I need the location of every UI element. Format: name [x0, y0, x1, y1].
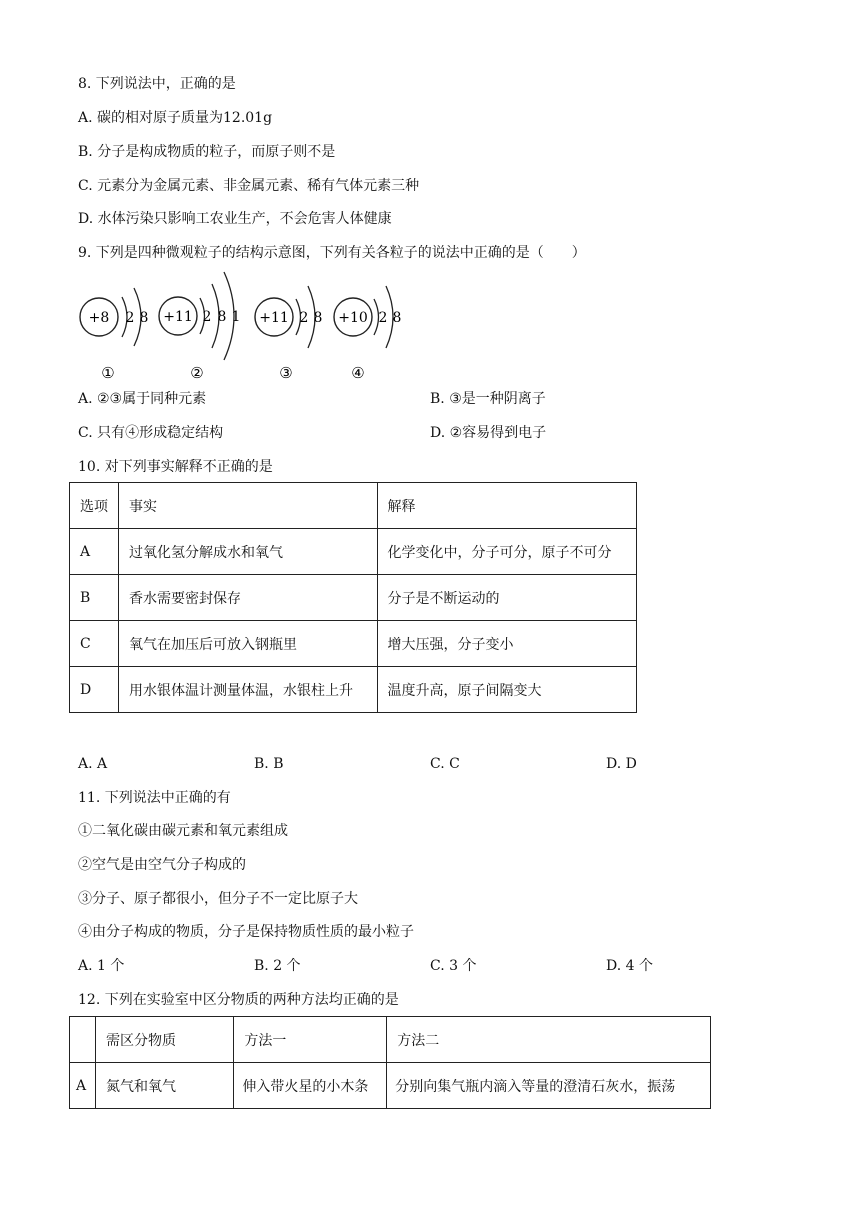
q10-option-a: A. A [78, 756, 108, 772]
q11-stem: 11. 下列说法中正确的有 [78, 790, 231, 806]
table-header-cell: 事实 [119, 483, 378, 529]
table-cell: 增大压强，分子变小 [377, 621, 636, 667]
q8-option-b: B. 分子是构成物质的粒子，而原子则不是 [78, 144, 336, 160]
shell-electrons: 8 [217, 309, 227, 325]
shell-electrons: 2 [378, 310, 388, 326]
table-header-cell: 解释 [377, 483, 636, 529]
q11-statement-3: ③分子、原子都很小，但分子不一定比原子大 [78, 891, 358, 907]
q10-option-b: B. B [254, 756, 284, 772]
q11-statement-1: ①二氧化碳由碳元素和氧元素组成 [78, 823, 288, 839]
table-cell: 香水需要密封保存 [119, 575, 378, 621]
table-cell: 伸入带火星的小木条 [234, 1063, 387, 1109]
q8-option-c: C. 元素分为金属元素、非金属元素、稀有气体元素三种 [78, 178, 420, 194]
q10-stem: 10. 对下列事实解释不正确的是 [78, 459, 273, 475]
particle-label: ④ [351, 364, 365, 382]
table-header-cell: 选项 [70, 483, 119, 529]
table-header-cell: 需区分物质 [95, 1017, 233, 1063]
q8-option-d: D. 水体污染只影响工农业生产，不会危害人体健康 [78, 211, 392, 227]
q8-option-a: A. 碳的相对原子质量为12.01g [78, 110, 273, 126]
particle-diagram-1 [80, 288, 148, 382]
q9-option-b: B. ③是一种阴离子 [430, 391, 546, 407]
table-cell: 用水银体温计测量体温，水银柱上升 [119, 667, 378, 713]
q9-stem: 9. 下列是四种微观粒子的结构示意图，下列有关各粒子的说法中正确的是（ ） [78, 245, 586, 261]
table-cell: B [70, 575, 119, 621]
particle-diagram-2 [159, 272, 240, 382]
q11-option-b: B. 2 个 [254, 958, 301, 974]
table-cell: 氮气和氧气 [95, 1063, 233, 1109]
particle-diagram-3 [255, 286, 322, 382]
q11-option-c: C. 3 个 [430, 958, 477, 974]
table-row [70, 575, 637, 621]
atomic-structure-diagram [74, 268, 404, 388]
table-cell: 分子是不断运动的 [377, 575, 636, 621]
table-cell: 化学变化中，分子可分，原子不可分 [377, 529, 636, 575]
q11-option-a: A. 1 个 [78, 958, 125, 974]
nucleus-charge: +11 [163, 309, 193, 325]
table-cell: 温度升高，原子间隔变大 [377, 667, 636, 713]
table-cell: D [70, 667, 119, 713]
table-cell: 分别向集气瓶内滴入等量的澄清石灰水，振荡 [387, 1063, 711, 1109]
nucleus-charge: +8 [88, 310, 110, 326]
shell-electrons: 2 [299, 310, 309, 326]
q11-option-d: D. 4 个 [606, 958, 653, 974]
table-row [70, 529, 637, 575]
particle-label: ① [101, 364, 115, 382]
particle-label: ② [190, 364, 204, 382]
q8-stem: 8. 下列说法中，正确的是 [78, 76, 236, 92]
q10-table [69, 482, 637, 713]
table-header-row [70, 483, 637, 529]
particle-label: ③ [279, 364, 293, 382]
nucleus-charge: +10 [338, 310, 368, 326]
table-cell: C [70, 621, 119, 667]
q11-statement-4: ④由分子构成的物质，分子是保持物质性质的最小粒子 [78, 924, 414, 940]
q9-option-d: D. ②容易得到电子 [430, 425, 547, 441]
q10-option-c: C. C [430, 756, 460, 772]
shell-electrons: 1 [231, 309, 241, 325]
nucleus-charge: +11 [259, 310, 289, 326]
table-cell: A [70, 1063, 96, 1109]
q12-table [69, 1016, 711, 1109]
table-cell: 氧气在加压后可放入钢瓶里 [119, 621, 378, 667]
shell-electrons: 8 [139, 310, 149, 326]
table-header-cell: 方法一 [234, 1017, 387, 1063]
table-cell: A [70, 529, 119, 575]
q9-option-a: A. ②③属于同种元素 [78, 391, 207, 407]
shell-electrons: 8 [313, 310, 323, 326]
q10-option-d: D. D [606, 756, 637, 772]
q9-option-c: C. 只有④形成稳定结构 [78, 425, 224, 441]
table-row [70, 621, 637, 667]
particle-diagram-4 [334, 286, 401, 382]
table-header-cell [70, 1017, 96, 1063]
table-row [70, 1063, 711, 1109]
q11-statement-2: ②空气是由空气分子构成的 [78, 857, 246, 873]
table-header-row [70, 1017, 711, 1063]
table-row [70, 667, 637, 713]
shell-electrons: 2 [202, 309, 212, 325]
shell-electrons: 8 [392, 310, 402, 326]
table-cell: 过氧化氢分解成水和氧气 [119, 529, 378, 575]
table-header-cell: 方法二 [387, 1017, 711, 1063]
shell-electrons: 2 [125, 310, 135, 326]
q12-stem: 12. 下列在实验室中区分物质的两种方法均正确的是 [78, 992, 399, 1008]
